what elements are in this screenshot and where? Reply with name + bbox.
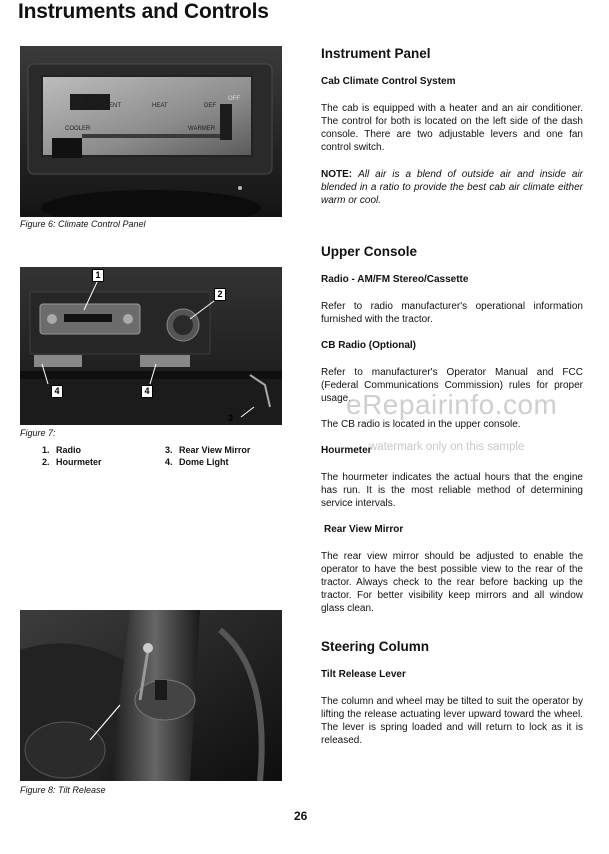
figure-tilt-release <box>20 610 282 781</box>
legend-item-3 <box>165 445 250 455</box>
panel-label-def: DEF <box>204 103 216 109</box>
panel-label-off: OFF <box>228 96 240 102</box>
climate-panel-photo <box>20 46 282 217</box>
para-cb-radio-2: The CB radio is located in the upper console. <box>321 419 521 430</box>
legend-item-2 <box>42 457 102 467</box>
heading-steering-column: Steering Column <box>321 639 430 654</box>
callout-4a: 4 <box>51 385 63 398</box>
figure-upper-console <box>20 267 282 425</box>
panel-label-warmer: WARMER <box>188 126 216 132</box>
subheading-hourmeter: Hourmeter <box>321 445 372 456</box>
watermark-note: watermark only on this sample <box>369 441 525 453</box>
legend-num: 1. <box>42 445 50 455</box>
legend-item-1 <box>42 445 81 455</box>
watermark-site: eRepairinfo.com <box>346 389 558 420</box>
para-tilt-release-lever: The column and wheel may be tilted to suit the operator by lifting the release actuating lever upward toward the wheel. The lever is spring loaded and will return to lock as it is released. <box>321 696 583 746</box>
note-text: All air is a blend of outside air and inside air blended in a ratio to provide the best cab air climate either warm or cool. <box>321 169 583 206</box>
callout-1: 1 <box>92 269 104 282</box>
subheading-tilt-release-lever: Tilt Release Lever <box>321 669 406 680</box>
page-number: 26 <box>294 809 308 823</box>
para-cb-radio-1: Refer to manufacturer's Operator Manual and FCC (Federal Communications Commission) rules for proper usage. <box>321 367 583 404</box>
legend-label: Dome Light <box>179 457 229 467</box>
legend-label: Hourmeter <box>56 457 102 467</box>
note-block <box>321 168 583 207</box>
subheading-cab-climate: Cab Climate Control System <box>321 76 456 87</box>
heading-upper-console: Upper Console <box>321 244 418 259</box>
legend-item-4 <box>165 457 229 467</box>
panel-label-cooler: COOLER <box>65 126 91 132</box>
panel-label-ac: A/C <box>74 98 85 104</box>
subheading-cb-radio: CB Radio (Optional) <box>321 340 416 351</box>
subheading-radio: Radio - AM/FM Stereo/Cassette <box>321 274 469 285</box>
figure-6-caption: Figure 6: Climate Control Panel <box>20 219 146 229</box>
legend-num: 3. <box>165 445 173 455</box>
figure-climate-control-panel <box>20 46 282 217</box>
legend-num: 4. <box>165 457 173 467</box>
page-title: Instruments and Controls <box>18 0 269 23</box>
upper-console-photo <box>20 267 282 425</box>
subheading-rear-view-mirror: Rear View Mirror <box>324 524 404 535</box>
note-label: NOTE: <box>321 169 353 180</box>
callout-3: 3 <box>228 413 234 423</box>
legend-label: Rear View Mirror <box>179 445 251 455</box>
figure-7-caption: Figure 7: <box>20 428 56 438</box>
callout-2: 2 <box>214 288 226 301</box>
heading-instrument-panel: Instrument Panel <box>321 46 431 61</box>
figure-8-caption: Figure 8: Tilt Release <box>20 785 106 795</box>
panel-label-vent: VENT <box>105 103 122 109</box>
para-radio: Refer to radio manufacturer's operational information furnished with the tractor. <box>321 301 583 325</box>
para-rear-view-mirror: The rear view mirror should be adjusted to enable the operator to have the best possible view to the rear of the tractor. Always check to the rear before backing up the tractor. For better visibility keep mirrors and all window glass clean. <box>321 551 583 614</box>
legend-label: Radio <box>56 445 82 455</box>
panel-label-heat: HEAT <box>152 103 168 109</box>
tilt-release-photo <box>20 610 282 781</box>
callout-4b: 4 <box>141 385 153 398</box>
legend-num: 2. <box>42 457 50 467</box>
para-hourmeter: The hourmeter indicates the actual hours that the engine has run. It is the most reliable method of determining service intervals. <box>321 472 583 509</box>
para-cab-climate: The cab is equipped with a heater and an air conditioner. The control for both is located on the left side of the dash console. There are two adjustable levers and one fan control switch. <box>321 103 583 153</box>
